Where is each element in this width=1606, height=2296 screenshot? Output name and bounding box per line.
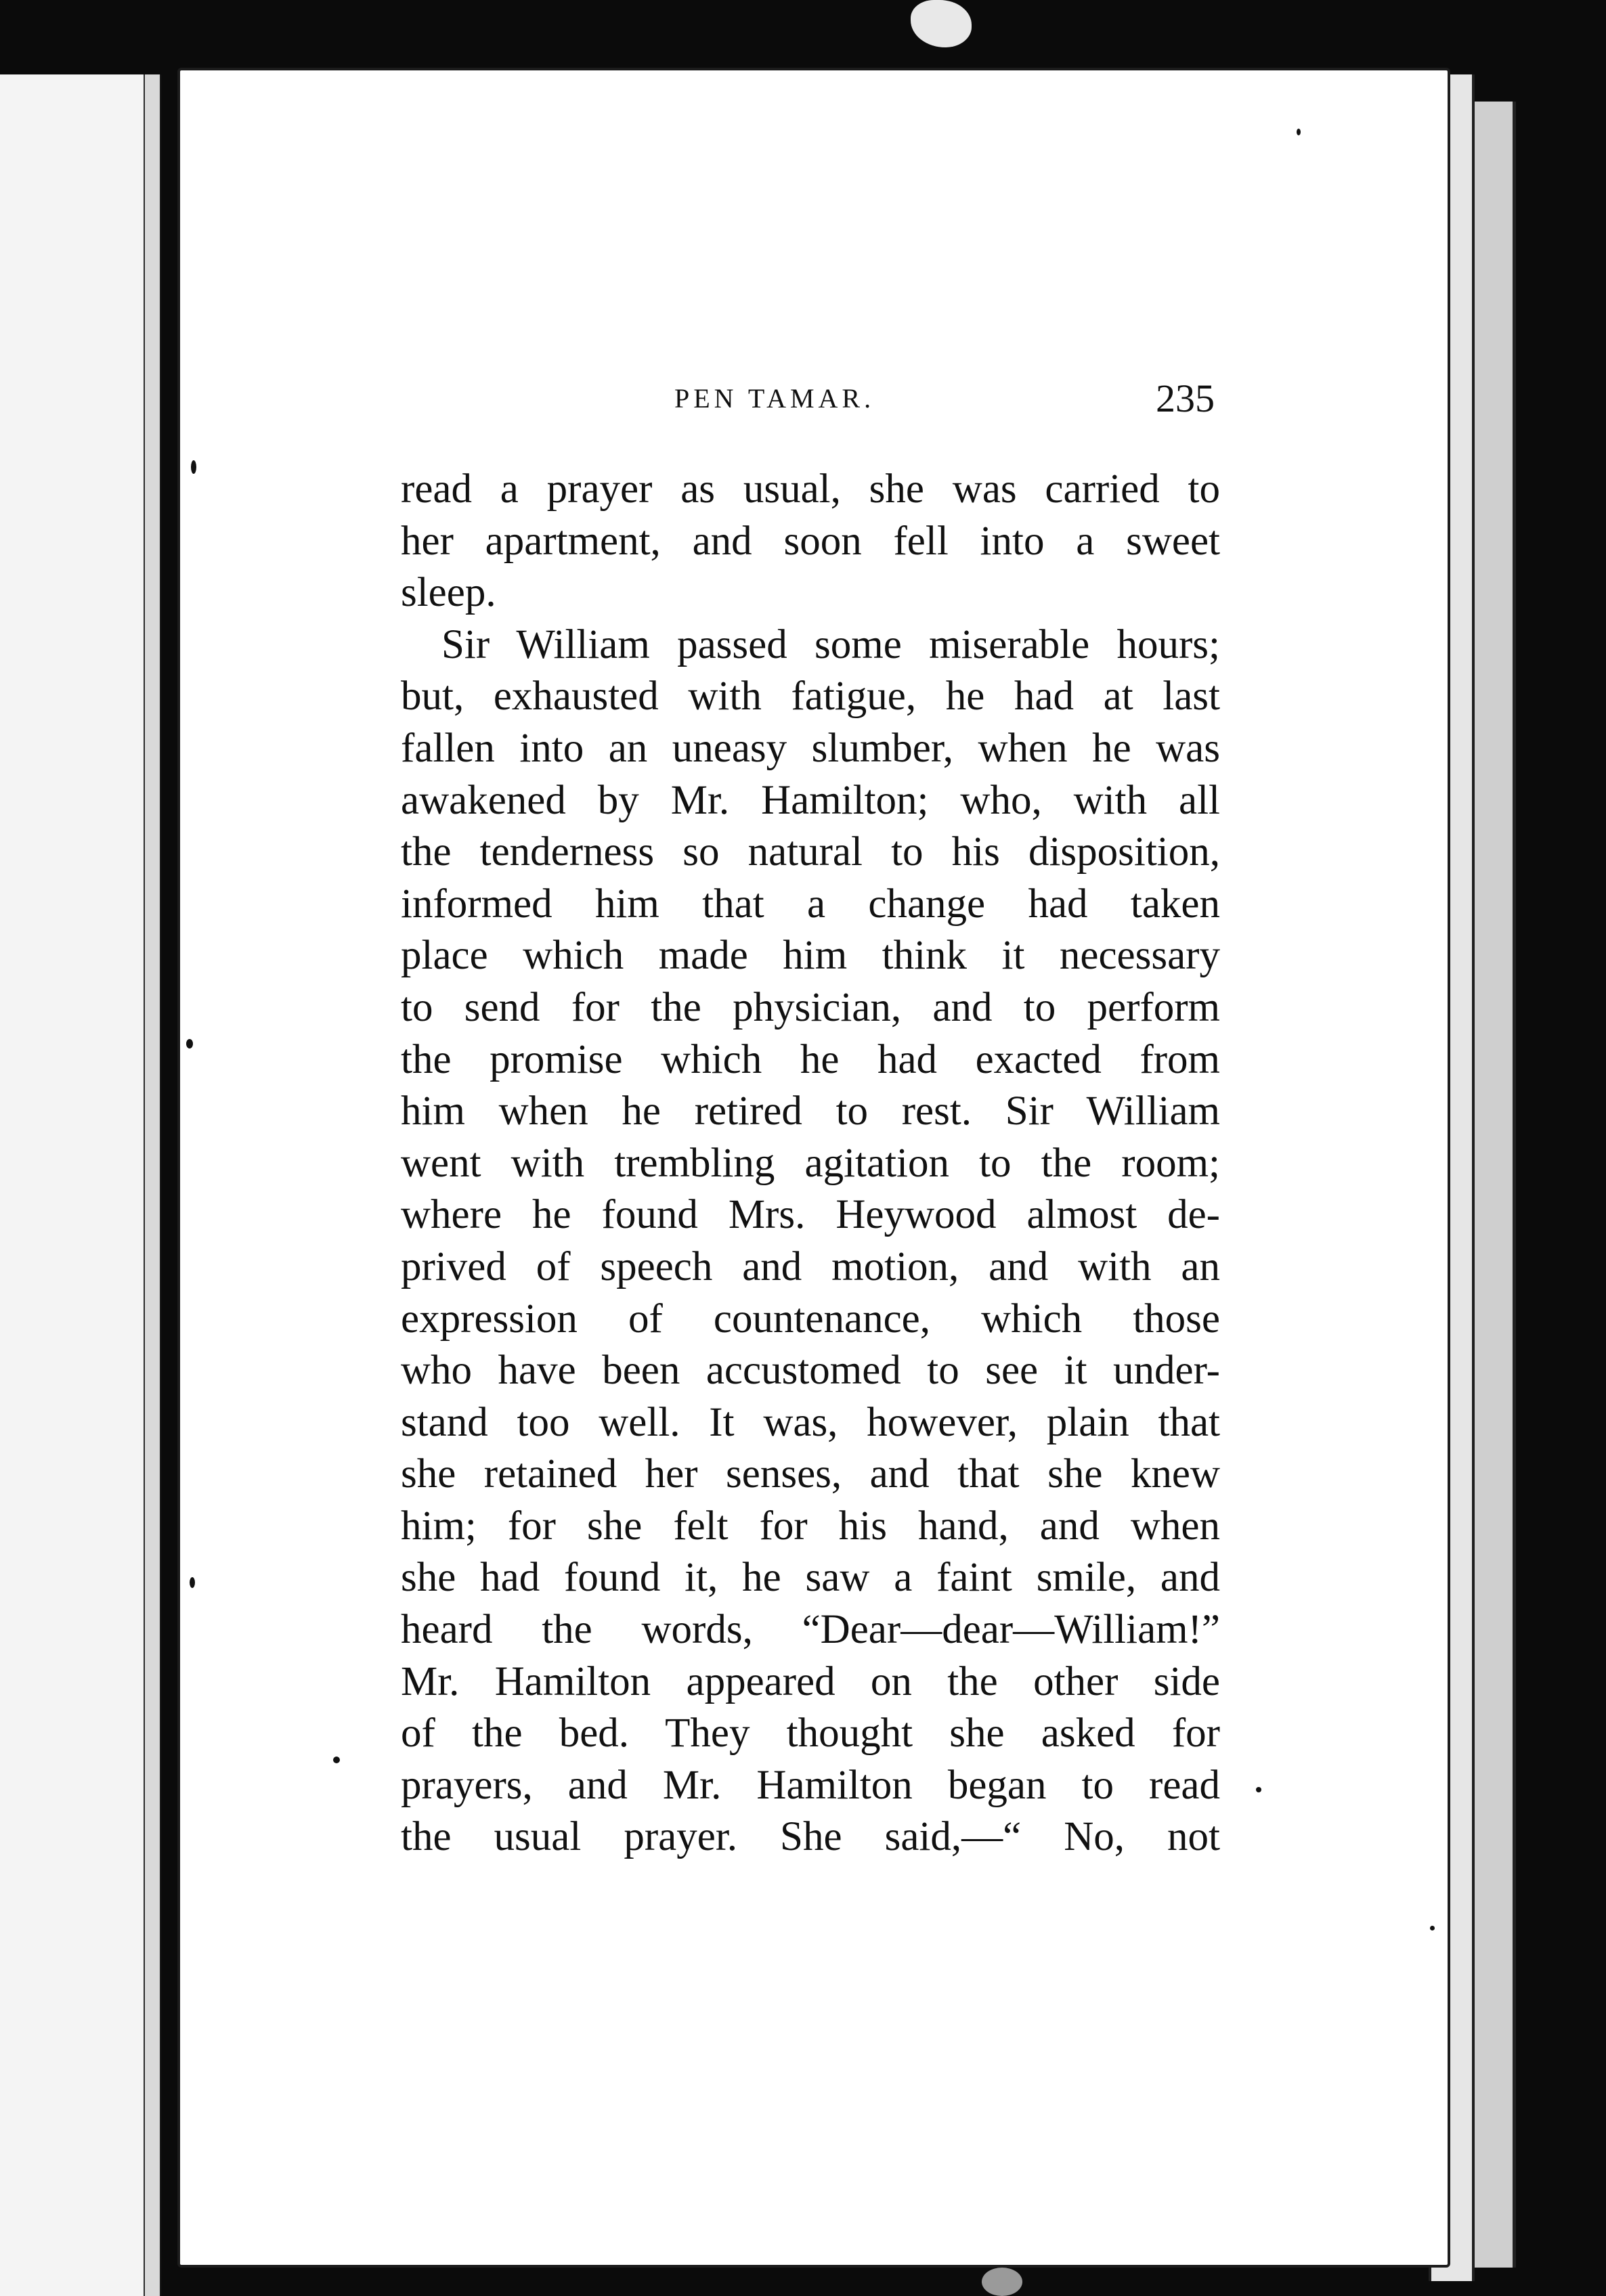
text-line: Sir William passed some miserable hours; bbox=[441, 621, 1220, 667]
text-line: prived of speech and motion, and with an bbox=[401, 1243, 1220, 1289]
text-line: she had found it, he saw a faint smile, and bbox=[401, 1555, 1220, 1601]
text-line: but, exhausted with fatigue, he had at last bbox=[401, 674, 1220, 720]
text-line: prayers, and Mr. Hamilton began to read bbox=[401, 1762, 1220, 1808]
book-gutter bbox=[144, 74, 160, 2296]
text-line: she retained her senses, and that she knew bbox=[401, 1451, 1220, 1497]
text-line: him when he retired to rest. Sir William bbox=[401, 1088, 1220, 1134]
facing-page-edge bbox=[0, 74, 161, 2296]
text-line: fallen into an uneasy slumber, when he was bbox=[401, 725, 1220, 771]
text-line: where he found Mrs. Heywood almost de- bbox=[401, 1192, 1220, 1238]
page-header bbox=[674, 376, 1368, 423]
text-line: who have been accustomed to see it under- bbox=[401, 1348, 1220, 1394]
text-line: her apartment, and soon fell into a sweet bbox=[401, 518, 1220, 564]
speck bbox=[186, 1039, 193, 1048]
text-line: Mr. Hamilton appeared on the other side bbox=[401, 1658, 1220, 1704]
text-line: the tenderness so natural to his disposition, bbox=[401, 829, 1220, 875]
running-title: PEN TAMAR. bbox=[674, 383, 875, 414]
speck bbox=[1297, 129, 1301, 135]
paper-tear-top bbox=[911, 0, 972, 47]
text-line: informed him that a change had taken bbox=[401, 881, 1220, 927]
text-line: place which made him think it necessary bbox=[401, 933, 1220, 979]
speck bbox=[333, 1757, 340, 1763]
speck bbox=[1430, 1926, 1435, 1930]
paper-tear-bottom bbox=[982, 2268, 1022, 2296]
text-line: of the bed. They thought she asked for bbox=[401, 1710, 1220, 1757]
page-number: 235 bbox=[1156, 376, 1215, 420]
speck bbox=[1256, 1787, 1261, 1792]
text-line: awakened by Mr. Hamilton; who, with all bbox=[401, 777, 1220, 823]
text-line: the usual prayer. She said,—“ No, not bbox=[401, 1814, 1220, 1860]
body-text bbox=[401, 464, 1220, 1863]
text-line: expression of countenance, which those bbox=[401, 1296, 1220, 1342]
text-line: heard the words, “Dear—dear—William!” bbox=[401, 1607, 1220, 1653]
text-line: stand too well. It was, however, plain that bbox=[401, 1399, 1220, 1445]
text-line: read a prayer as usual, she was carried to bbox=[401, 466, 1220, 512]
text-line: the promise which he had exacted from bbox=[401, 1036, 1220, 1082]
speck bbox=[191, 460, 196, 474]
speck bbox=[190, 1577, 195, 1588]
text-line: to send for the physician, and to perform bbox=[401, 984, 1220, 1030]
text-line: him; for she felt for his hand, and when bbox=[401, 1503, 1220, 1549]
text-line: went with trembling agitation to the room; bbox=[401, 1140, 1220, 1186]
text-line: sleep. bbox=[401, 570, 496, 616]
